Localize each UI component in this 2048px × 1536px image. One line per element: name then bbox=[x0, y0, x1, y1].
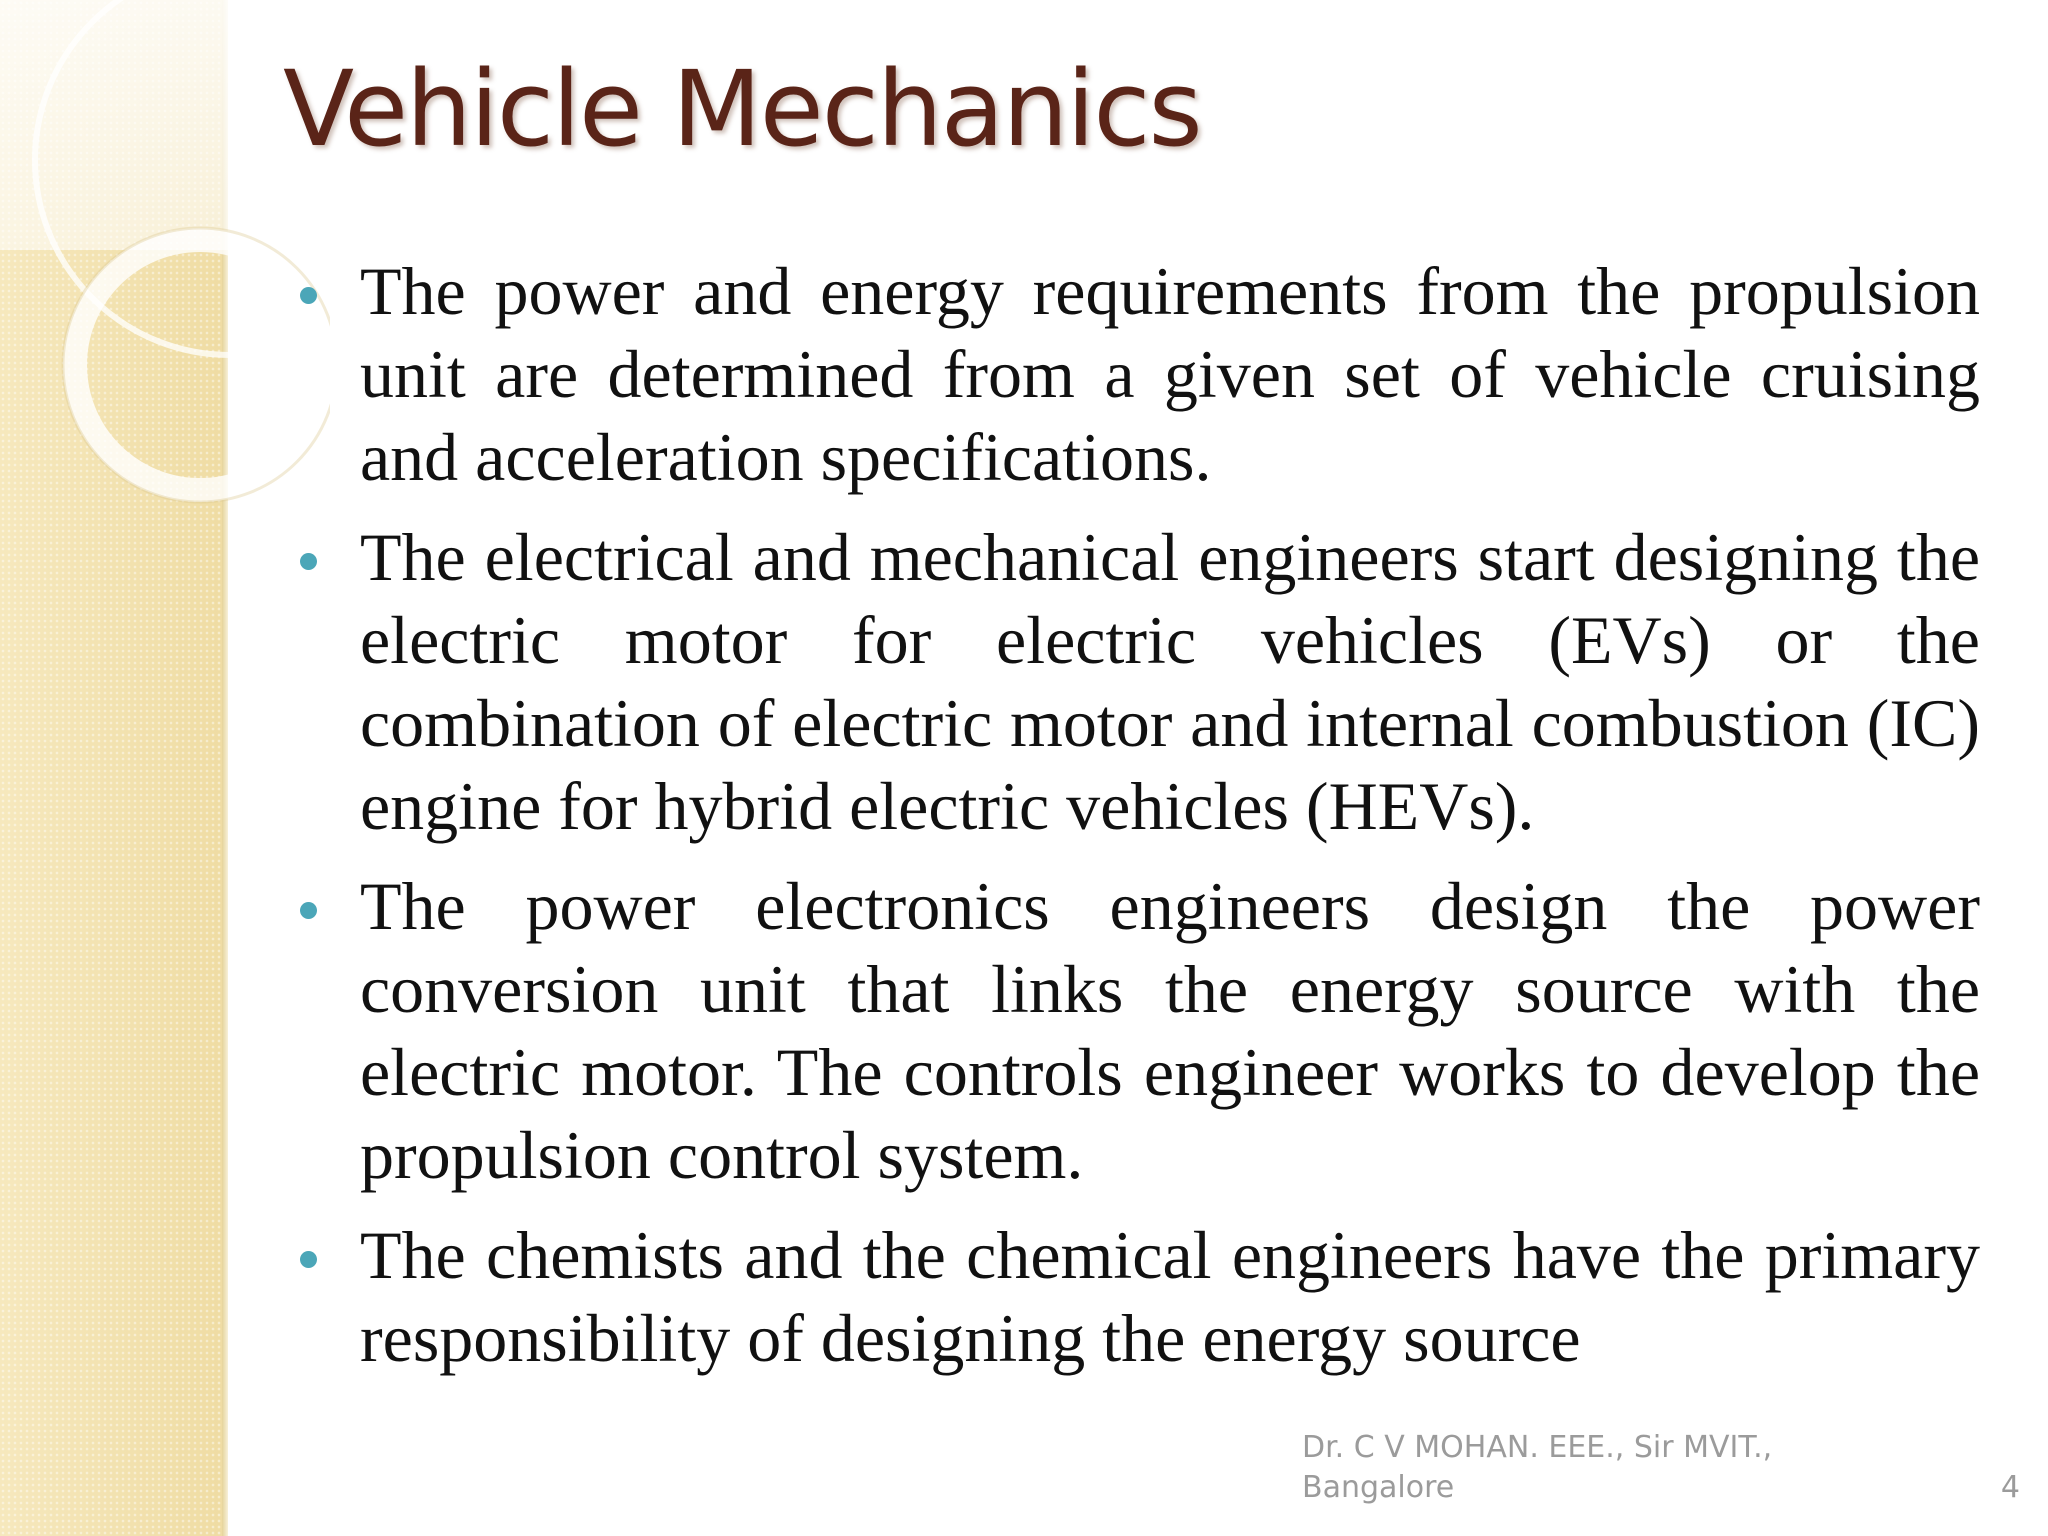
footer-credit-line2: Bangalore bbox=[1302, 1470, 1455, 1505]
bullet-text: The electrical and mechanical engineers start designing the electric motor for electric vehicles (EVs) or the combination of electric motor and internal combustion (IC) engine for hybrid electric vehicles (HEVs). bbox=[360, 519, 1980, 844]
bullet-text: The power and energy requirements from the propulsion unit are determined from a given set of vehicle cruising and acceleration specifications. bbox=[360, 253, 1980, 495]
small-ring bbox=[75, 240, 325, 490]
bullet-text: The power electronics engineers design the power conversion unit that links the energy source with the electric motor. The controls engineer works to develop the propulsion control system. bbox=[360, 868, 1980, 1193]
slide-title: Vehicle Mechanics bbox=[283, 48, 1201, 170]
bullet-item bbox=[300, 516, 1980, 848]
bullet-text: The chemists and the chemical engineers have the primary responsibility of designing the energy source bbox=[360, 1217, 1980, 1376]
bullet-item bbox=[300, 865, 1980, 1197]
bullet-dot-icon bbox=[300, 553, 317, 570]
decorative-rings bbox=[0, 0, 330, 520]
bullet-dot-icon bbox=[300, 287, 317, 304]
footer-credit-line1: Dr. C V MOHAN. EEE., Sir MVIT., bbox=[1302, 1430, 1773, 1465]
bullet-dot-icon bbox=[300, 1251, 317, 1268]
slide-content bbox=[300, 250, 1980, 1397]
footer-credit bbox=[1302, 1428, 1822, 1508]
bullet-dot-icon bbox=[300, 902, 317, 919]
bullet-list bbox=[300, 250, 1980, 1380]
page-number: 4 bbox=[2000, 1470, 2020, 1505]
bullet-item bbox=[300, 250, 1980, 499]
bullet-item bbox=[300, 1214, 1980, 1380]
